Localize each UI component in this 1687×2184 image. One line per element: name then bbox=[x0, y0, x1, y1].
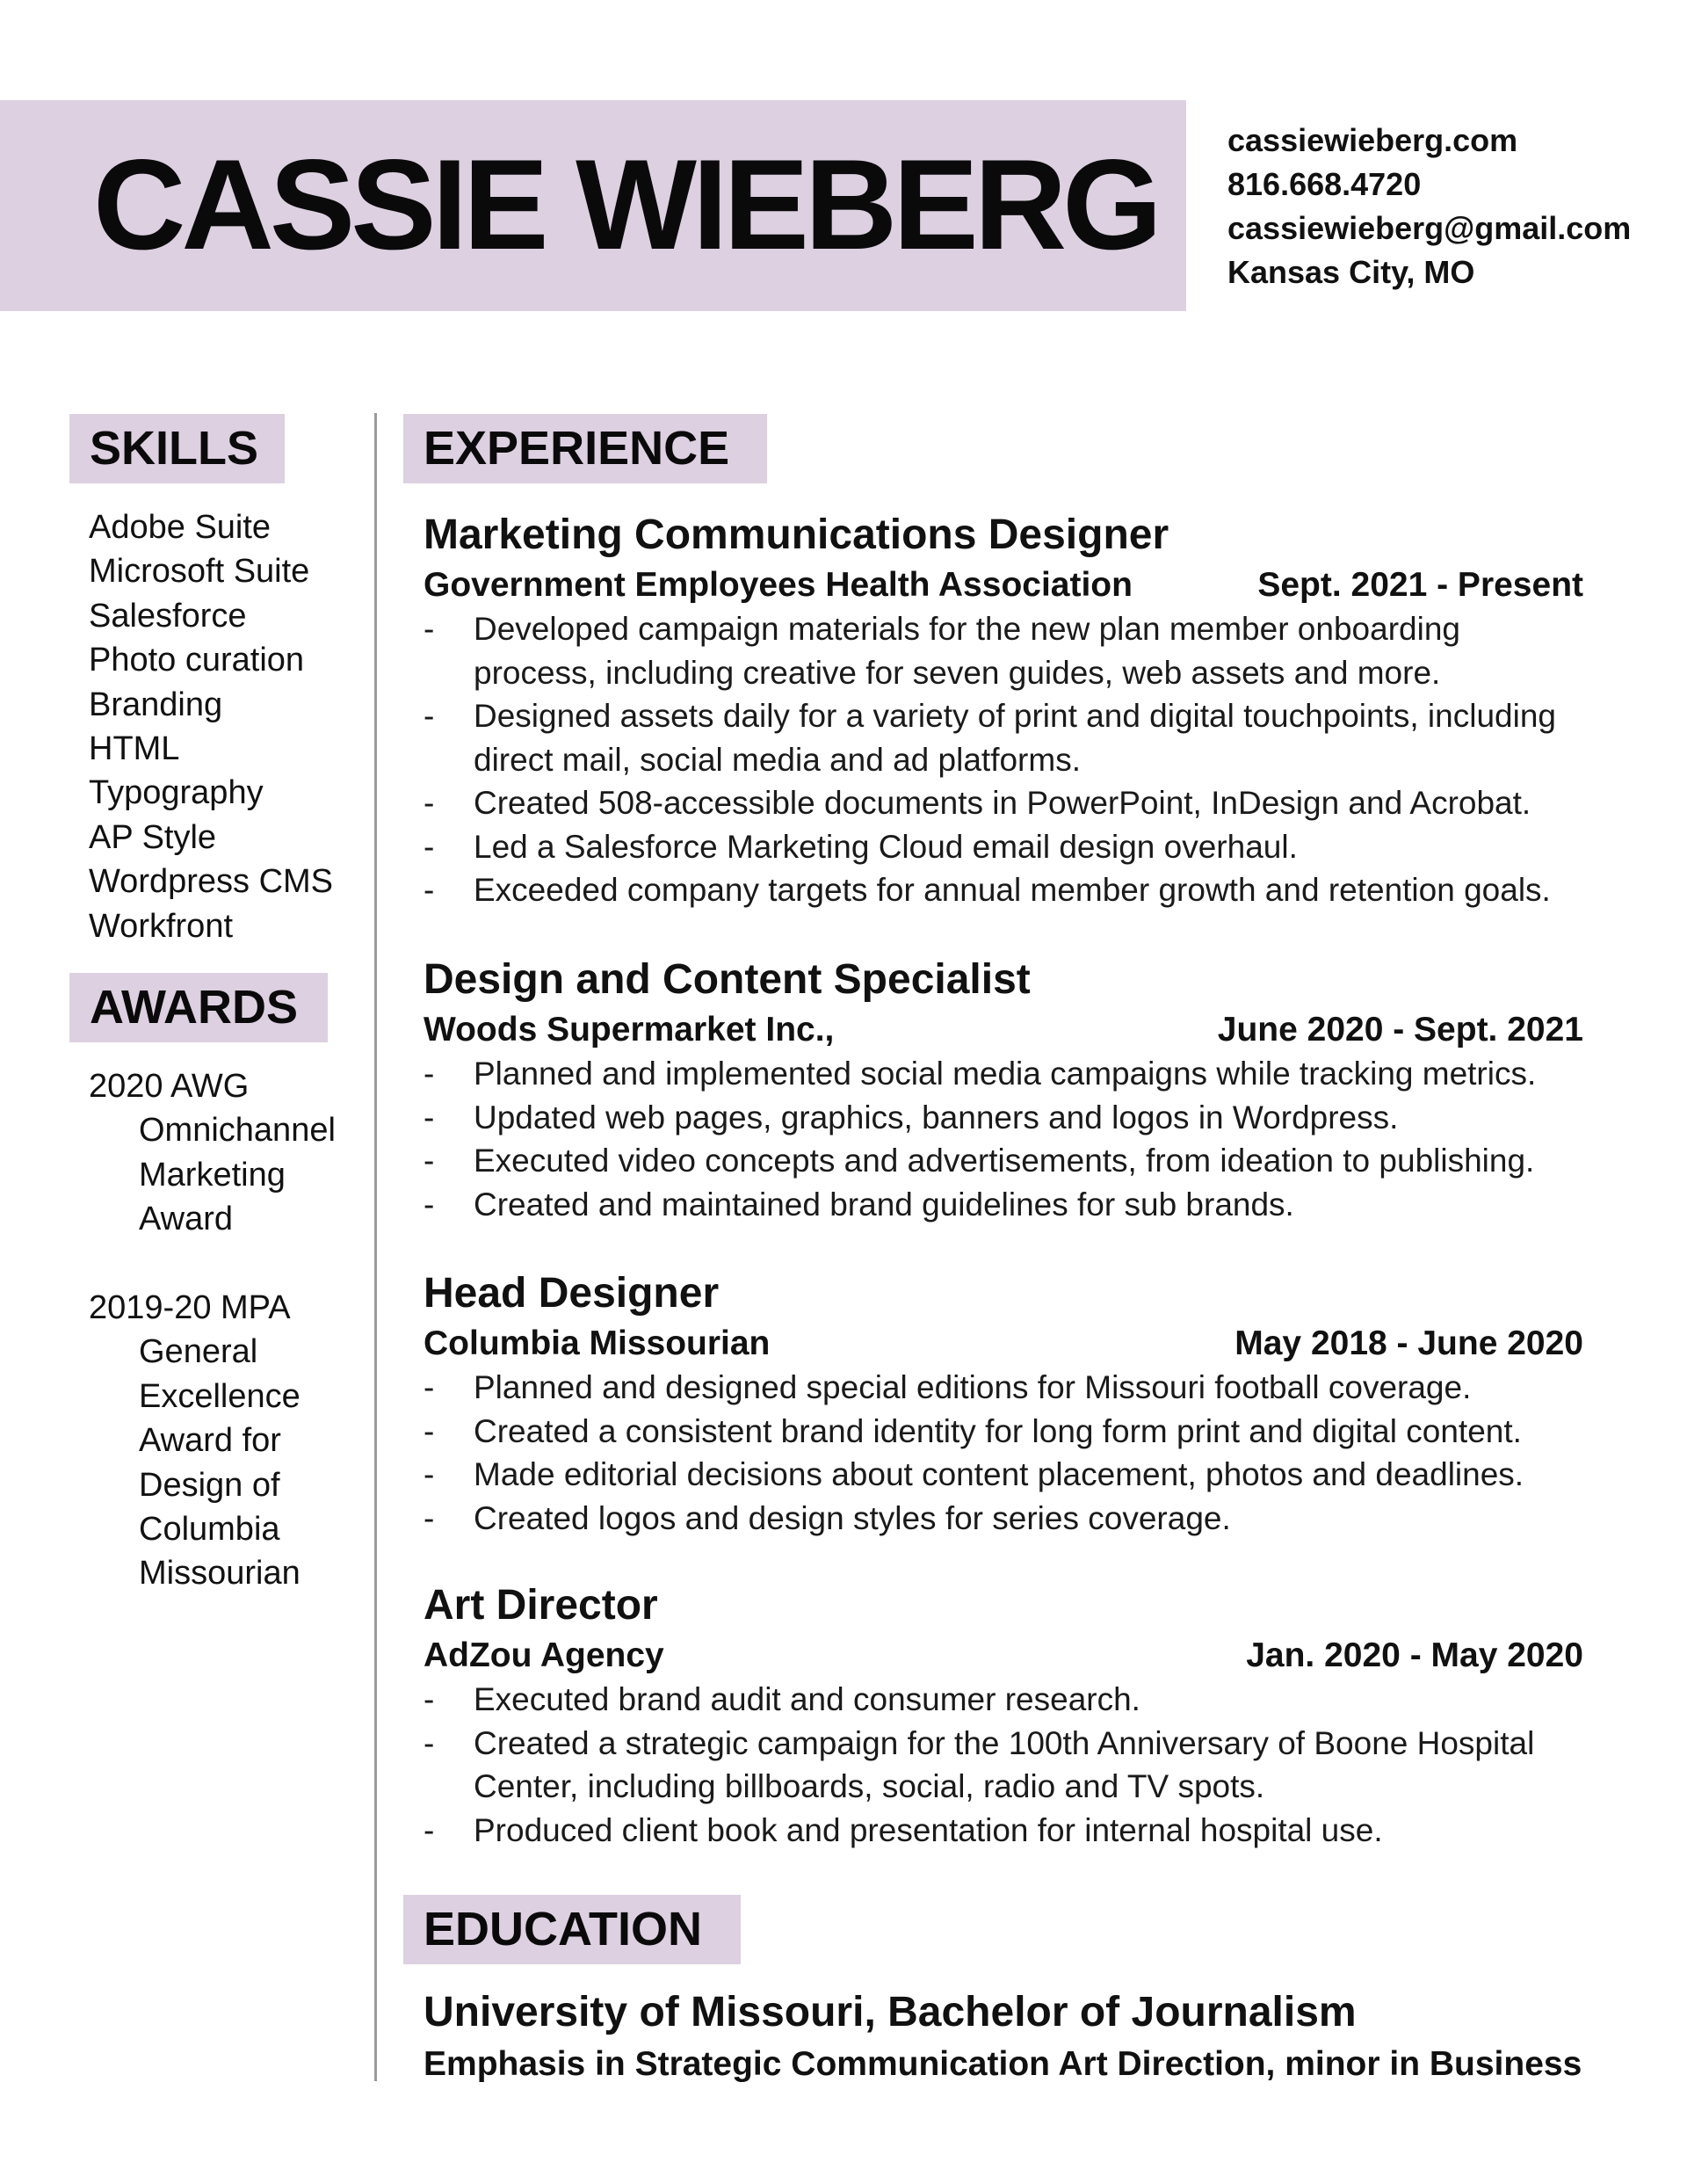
job-bullet: - Created 508-accessible documents in PowerPoint, InDesign and Acrobat. bbox=[424, 781, 1583, 825]
job-entry bbox=[424, 507, 1583, 912]
award-year: 2019-20 MPA bbox=[89, 1289, 291, 1326]
skill-item: Microsoft Suite bbox=[89, 553, 310, 591]
company-name: Woods Supermarket Inc., bbox=[424, 1011, 835, 1048]
award-line: General bbox=[139, 1333, 258, 1371]
education-heading: EDUCATION bbox=[403, 1895, 741, 1964]
company-name: Columbia Missourian bbox=[424, 1324, 771, 1362]
education-entry bbox=[424, 1984, 1582, 2088]
job-meta bbox=[424, 563, 1583, 607]
award-line: Design of bbox=[139, 1466, 280, 1504]
job-dates: June 2020 - Sept. 2021 bbox=[1217, 1011, 1583, 1048]
job-bullets bbox=[424, 607, 1583, 912]
candidate-name: CASSIE WIEBERG bbox=[93, 133, 1158, 276]
company-name: Government Employees Health Association bbox=[424, 566, 1133, 604]
award-line: Excellence bbox=[139, 1377, 300, 1415]
job-bullet: - Created and maintained brand guidelines for sub brands. bbox=[424, 1183, 1583, 1227]
column-divider bbox=[374, 413, 377, 2081]
job-dates: Jan. 2020 - May 2020 bbox=[1246, 1636, 1583, 1674]
job-bullet: - Planned and designed special editions for Missouri football coverage. bbox=[424, 1366, 1583, 1410]
award-line: Columbia bbox=[139, 1511, 280, 1549]
skill-item: Branding bbox=[89, 686, 223, 723]
job-bullets bbox=[424, 1052, 1583, 1226]
skills-heading: SKILLS bbox=[69, 414, 285, 483]
contact-email: cassiewieberg@gmail.com bbox=[1227, 210, 1632, 246]
award-item bbox=[89, 1286, 300, 1596]
job-bullet: - Produced client book and presentation for internal hospital use. bbox=[424, 1809, 1583, 1853]
job-bullet: - Made editorial decisions about content placement, photos and deadlines. bbox=[424, 1453, 1583, 1497]
awards-heading: AWARDS bbox=[69, 973, 328, 1042]
skill-item: Typography bbox=[89, 774, 264, 812]
skill-item: HTML bbox=[89, 730, 180, 768]
contact-location: Kansas City, MO bbox=[1227, 254, 1475, 290]
job-bullet: - Created logos and design styles for series coverage. bbox=[424, 1497, 1583, 1541]
job-bullet: - Exceeded company targets for annual member growth and retention goals. bbox=[424, 868, 1583, 912]
job-meta bbox=[424, 1008, 1583, 1052]
contact-website: cassiewieberg.com bbox=[1227, 122, 1518, 158]
award-line: Marketing bbox=[139, 1156, 286, 1194]
job-entry bbox=[424, 952, 1583, 1226]
skill-item: Wordpress CMS bbox=[89, 863, 334, 901]
job-bullet: - Executed video concepts and advertisements, from ideation to publishing. bbox=[424, 1139, 1583, 1183]
job-meta bbox=[424, 1634, 1583, 1678]
job-bullet: - Led a Salesforce Marketing Cloud email design overhaul. bbox=[424, 825, 1583, 869]
skill-item: Adobe Suite bbox=[89, 509, 272, 546]
job-title: Design and Content Specialist bbox=[424, 956, 1031, 1003]
award-line: Award bbox=[139, 1201, 234, 1238]
job-dates: Sept. 2021 - Present bbox=[1257, 566, 1583, 604]
job-meta bbox=[424, 1322, 1583, 1366]
degree-title: University of Missouri, Bachelor of Journalism bbox=[424, 1989, 1357, 2035]
job-entry bbox=[424, 1266, 1583, 1540]
job-title: Marketing Communications Designer bbox=[424, 512, 1169, 558]
job-bullet: - Designed assets daily for a variety of print and digital touchpoints, including direct mail, social media and ad platforms. bbox=[424, 694, 1583, 781]
job-dates: May 2018 - June 2020 bbox=[1234, 1324, 1583, 1362]
job-bullet: - Developed campaign materials for the new plan member onboarding process, including creative for seven guides, web assets and more. bbox=[424, 607, 1583, 694]
award-line: Omnichannel bbox=[139, 1112, 336, 1150]
job-bullet: - Created a consistent brand identity for long form print and digital content. bbox=[424, 1410, 1583, 1454]
job-bullet: - Created a strategic campaign for the 100th Anniversary of Boone Hospital Center, including billboards, social, radio and TV spots. bbox=[424, 1722, 1583, 1809]
job-bullet: - Executed brand audit and consumer research. bbox=[424, 1678, 1583, 1722]
skill-item: Photo curation bbox=[89, 642, 305, 679]
award-line: Award for bbox=[139, 1422, 281, 1460]
degree-detail: Emphasis in Strategic Communication Art Direction, minor in Business bbox=[424, 2045, 1582, 2083]
award-year: 2020 AWG bbox=[89, 1068, 250, 1105]
contact-phone: 816.668.4720 bbox=[1227, 166, 1422, 202]
experience-heading: EXPERIENCE bbox=[403, 414, 767, 483]
skill-item: AP Style bbox=[89, 818, 217, 856]
company-name: AdZou Agency bbox=[424, 1636, 664, 1674]
skills-list bbox=[89, 505, 333, 948]
job-bullet: - Updated web pages, graphics, banners and logos in Wordpress. bbox=[424, 1096, 1583, 1140]
job-title: Art Director bbox=[424, 1582, 658, 1629]
job-bullet: - Planned and implemented social media campaigns while tracking metrics. bbox=[424, 1052, 1583, 1096]
skill-item: Workfront bbox=[89, 907, 234, 945]
job-bullets bbox=[424, 1366, 1583, 1540]
job-entry bbox=[424, 1578, 1583, 1852]
contact-info bbox=[1227, 119, 1631, 294]
skill-item: Salesforce bbox=[89, 597, 247, 635]
award-item bbox=[89, 1064, 336, 1242]
award-line: Missourian bbox=[139, 1555, 300, 1593]
job-title: Head Designer bbox=[424, 1270, 720, 1317]
job-bullets bbox=[424, 1678, 1583, 1852]
